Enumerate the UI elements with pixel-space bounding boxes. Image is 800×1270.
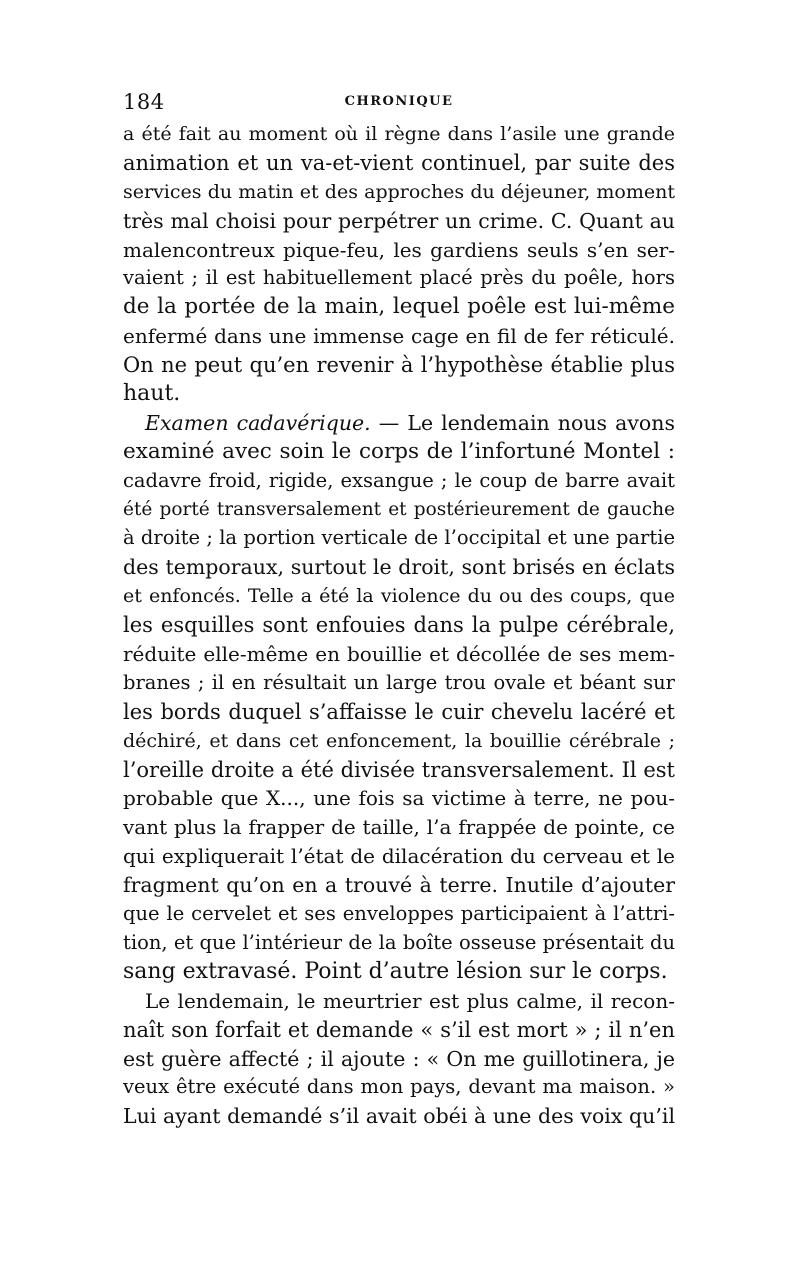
text-line: a été fait au moment où il règne dans l’asile une grande [123,123,675,145]
text-line: haut. [123,381,181,407]
text-line: des temporaux, surtout le droit, sont brisés en éclats [123,555,675,580]
text-line: fragment qu’on en a trouvé à terre. Inutile d’ajouter [123,873,675,898]
text-line: branes ; il en résultait un large trou ovale et béant sur [123,670,675,694]
text-line: Lui ayant demandé s’il avait obéi à une des voix qu’il [123,1104,675,1129]
text-line: malencontreux pique-feu, les gardiens seuls s’en ser- [123,237,675,262]
text-run: — Le lendemain nous avons [370,410,675,435]
text-line: vant plus la frapper de taille, l’a frappée de pointe, ce [123,815,675,840]
text-line: les bords duquel s’affaisse le cuir chevelu lacéré et [123,699,675,724]
text-line: très mal choisi pour perpétrer un crime. C. Quant au [123,208,675,233]
text-line: vaient ; il est habituellement placé près du poêle, hors [123,266,675,290]
paragraph-autopsy [123,409,675,987]
text-line: été porté transversalement et postérieurement de gauche [123,498,675,520]
text-line: réduite elle-même en bouillie et décollée de ses mem- [123,642,675,667]
text-line: Le lendemain, le meurtrier est plus calme, il recon- [145,988,675,1013]
text-line: sang extravasé. Point d’autre lésion sur le corps. [123,958,668,984]
text-line: cadavre froid, rigide, exsangue ; le coup de barre avait [123,468,675,492]
text-line: enfermé dans une immense cage en fil de fer réticulé. [123,324,675,349]
running-head: CHRONIQUE [344,94,454,109]
body-text [123,120,675,1131]
page-number: 184 [123,90,165,114]
text-line: qui expliquerait l’état de dilacération du cerveau et le [123,844,675,869]
text-line: tion, et que l’intérieur de la boîte osseuse présentait du [123,930,675,954]
paragraph-continued [123,120,675,409]
text-line: veux être exécuté dans mon pays, devant ma maison. » [123,1075,675,1099]
text-line [123,409,675,438]
section-heading-italic: Examen cadavérique. [145,410,371,435]
paragraph-next-day [123,987,675,1131]
text-line: est guère affecté ; il ajoute : « On me guillotinera, je [123,1046,675,1071]
text-line: déchiré, et dans cet enfoncement, la bouillie cérébrale ; [123,729,675,752]
text-line: animation et un va-et-vient continuel, par suite des [123,150,675,175]
page-header [123,90,675,116]
text-line: et enfoncés. Telle a été la violence du ou des coups, que [123,585,675,608]
text-line: examiné avec soin le corps de l’infortuné Montel : [123,438,675,464]
text-line: l’oreille droite a été divisée transversalement. Il est [123,757,675,782]
text-line: services du matin et des approches du déjeuner, moment [123,180,675,203]
text-line: naît son forfait et demande « s’il est mort » ; il n’en [123,1017,675,1042]
text-line: à droite ; la portion verticale de l’occipital et une partie [123,526,675,550]
text-line: On ne peut qu’en revenir à l’hypothèse établie plus [123,353,675,378]
text-line: que le cervelet et ses enveloppes participaient à l’attri- [123,902,675,926]
text-line: de la portée de la main, lequel poêle est lui-même [123,294,675,320]
text-line: les esquilles sont enfouies dans la pulpe cérébrale, [123,613,675,638]
text-line: probable que X..., une fois sa victime à terre, ne pou- [123,786,675,811]
